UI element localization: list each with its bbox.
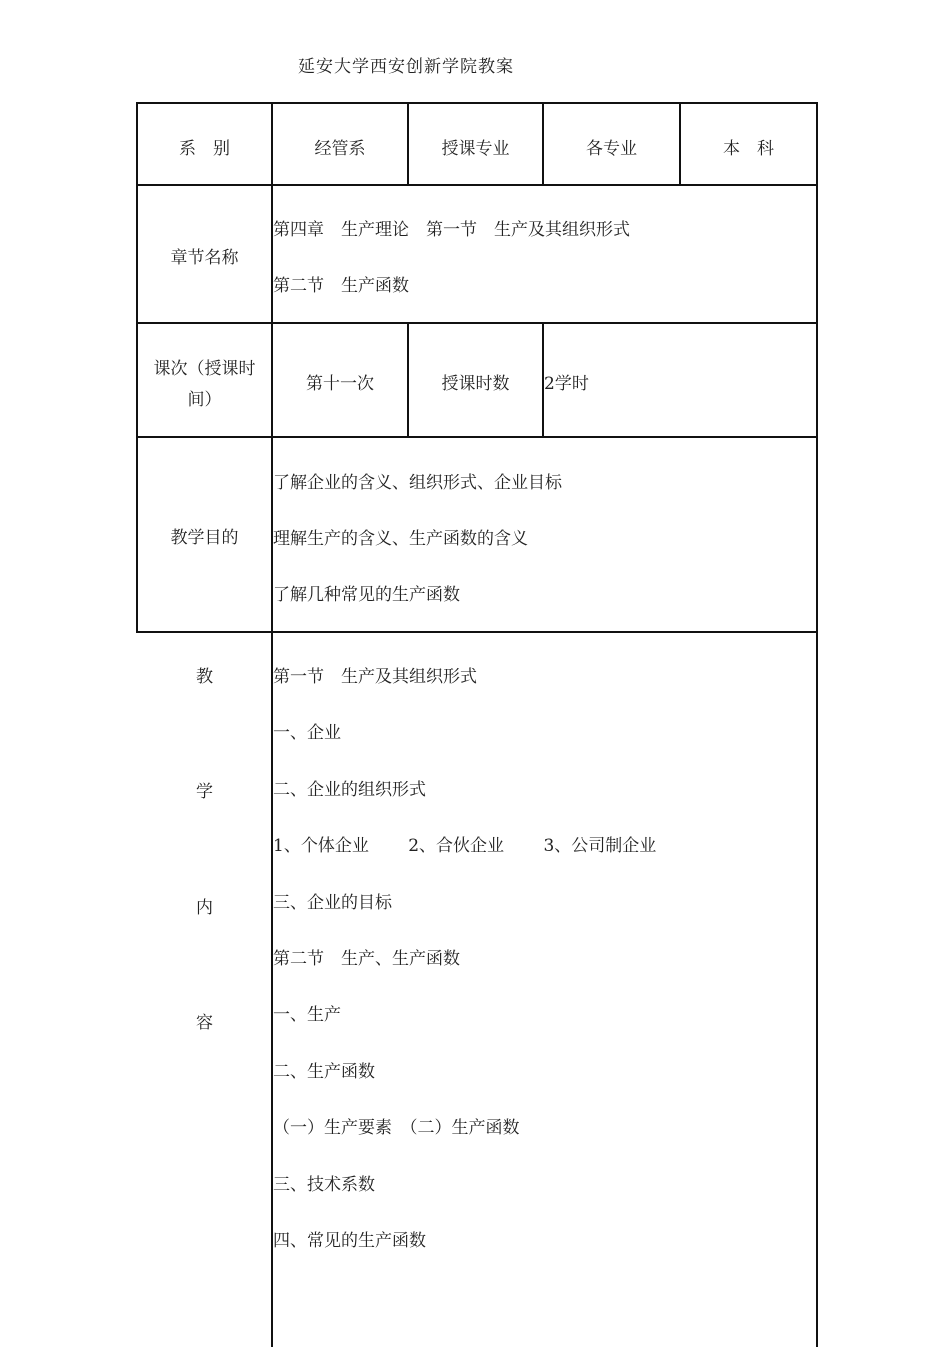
objective-item: 理解生产的含义、生产函数的含义: [273, 529, 528, 549]
objective-item: 了解企业的含义、组织形式、企业目标: [273, 473, 562, 493]
major-label: 授课专业: [441, 139, 510, 159]
chapter-line: 第四章 生产理论 第一节 生产及其组织形式: [273, 220, 630, 240]
content-line: 一、生产: [273, 1005, 341, 1025]
session-value: 第十一次: [306, 374, 374, 394]
table-row-divider: [136, 322, 818, 324]
content-label-char: 学: [196, 782, 213, 802]
content-line: 三、企业的目标: [273, 893, 392, 913]
content-line: 第一节 生产及其组织形式: [273, 667, 477, 687]
objective-item: 了解几种常见的生产函数: [273, 585, 460, 605]
table-border-top: [136, 102, 818, 104]
table-row-divider: [136, 184, 818, 186]
table-border-right: [816, 102, 818, 1347]
major-value: 各专业: [586, 139, 637, 159]
content-line: 二、企业的组织形式: [273, 780, 426, 800]
content-label-char: 内: [196, 898, 213, 918]
chapter-line: 第二节 生产函数: [273, 276, 409, 296]
department-value: 经管系: [314, 139, 366, 159]
table-row-divider: [136, 436, 818, 438]
hours-label: 授课时数: [441, 374, 510, 394]
content-line: 三、技术系数: [273, 1175, 375, 1195]
chapter-label: 章节名称: [170, 248, 239, 268]
session-label-line1: 课次（授课时: [153, 359, 256, 379]
table-row-divider: [136, 631, 818, 633]
content-line: 四、常见的生产函数: [273, 1231, 426, 1251]
degree-level: 本 科: [723, 139, 774, 159]
content-line: 一、企业: [273, 723, 341, 743]
content-label-char: 教: [196, 667, 213, 687]
objectives-label: 教学目的: [170, 528, 239, 548]
content-line: （一）生产要素 （二）生产函数: [273, 1118, 520, 1138]
content-label-char: 容: [196, 1013, 213, 1033]
department-label: 系 别: [179, 139, 230, 159]
content-line: 第二节 生产、生产函数: [273, 949, 460, 969]
document-title: 延安大学西安创新学院教案: [298, 57, 514, 77]
session-label-line2: 间）: [187, 390, 222, 410]
hours-value: 2学时: [544, 374, 589, 394]
content-line: 二、生产函数: [273, 1062, 375, 1082]
content-line: 1、个体企业 2、合伙企业 3、公司制企业: [273, 836, 657, 856]
